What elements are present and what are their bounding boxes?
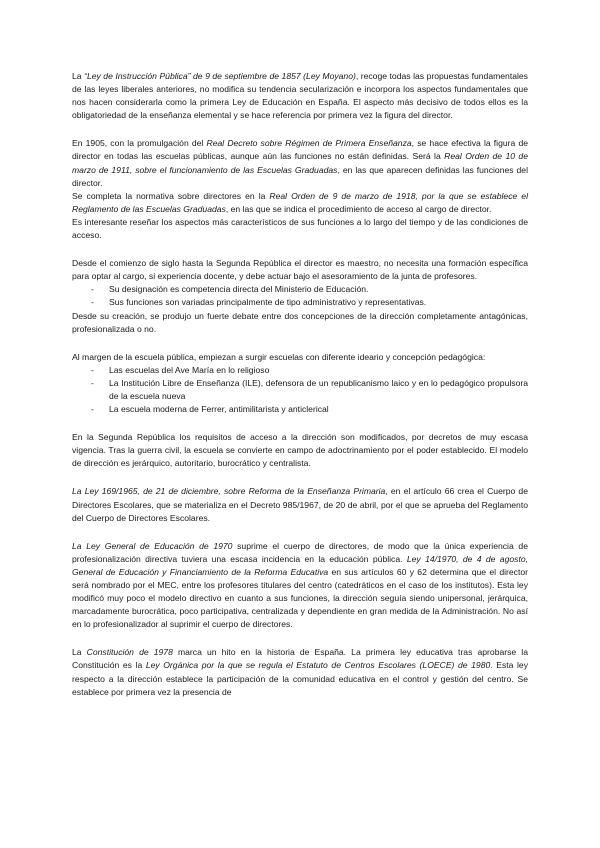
paragraph-segunda-republica: En la Segunda República los requisitos de acceso a la dirección son modificados, por decretos de muy escasa vigencia. Tras la guerra civil, la escuela se convierte en campo de adoctrinamiento por el poder establecido. El modelo de dirección es jerárquico, autoritario, burocrático y centralista. (72, 432, 528, 469)
list-item: - La Institución Libre de Enseñanza (ILE), defensora de un republicanismo laico y en lo pedagógico propulsora de la escuela nueva (72, 377, 528, 403)
paragraph-constitucion (72, 646, 528, 698)
paragraph-debate: Desde su creación, se produjo un fuerte debate entre dos concepciones de la dirección completamente antagónicas, profesionalizada o no. (72, 310, 528, 334)
paragraph-ley-1970 (72, 540, 528, 632)
text-run: . Esta ley respecto a la dirección establece la participación de la comunidad educativa en el control y gestión del centro. Se establece por primera vez la presencia de (72, 660, 529, 697)
text-run: en sus artículos 60 y 62 determina que el director será nombrado por el MEC, entre los profesores titulares del centro (catedráticos en el caso de los institutos). Esta ley modificó muy poco el modelo directivo en cuanto a sus funciones, la dirección seguía siendo unipersonal, jerárquica, marcadamente burocrática, poco participativa, centralizada y dependiente en gran medida de la Administración. No así en lo profesionalizador al suprimir el cuerpo de directores. (72, 566, 528, 630)
list-item: - Sus funciones son variadas principalmente de tipo administrativo y representativas. (72, 296, 528, 309)
list-item: - Las escuelas del Ave María en lo religioso (72, 364, 528, 377)
list-director-features (72, 283, 528, 309)
text-run: marca un hito en la historia de España. La primera ley educativa tras aprobarse la Constitución es la (72, 647, 528, 671)
law-reference: “Ley de Instrucción Pública” de 9 de septiembre de 1857 (Ley Moyano) (84, 71, 356, 81)
law-reference: Constitución de 1978 (86, 647, 173, 658)
list-item: - La escuela moderna de Ferrer, antimilitarista y anticlerical (72, 403, 528, 416)
law-reference: Real Orden de 10 de marzo de 1911, sobre el funcionamiento de las Escuelas Graduadas (72, 151, 528, 175)
law-reference: Ley Orgánica por la que se regula el Estatuto de Centros Escolares (LOECE) de 1980 (145, 660, 491, 671)
text-run: La (72, 647, 87, 658)
law-reference: Real Orden de 9 de marzo de 1918, por la que se establece el Reglamento de las Escuelas Graduadas (72, 190, 528, 214)
text-run: , recoge todas las propuestas fundamentales de las leyes liberales anteriores, no modifica su tendencia secularización e incorpora los aspectos fundamentales que nos hacen considerarla como la primera Ley de Educación en España. El aspecto más decisivo de todos ellos es la obligatoriedad de la enseñanza elemental y se hace referencia por primera vez la figura del director. (72, 71, 528, 121)
list-item: - Su designación es competencia directa del Ministerio de Educación. (72, 283, 528, 296)
paragraph-ley-1965 (72, 485, 528, 524)
law-reference: Real Decreto sobre Régimen de Primera Enseñanza (206, 138, 412, 149)
spacer (72, 416, 528, 431)
paragraph-1918-order (72, 190, 528, 216)
law-reference: La Ley General de Educación de 1970 (72, 540, 233, 551)
text-run: , en el artículo 66 crea el Cuerpo de Directores Escolares, que se materializa en el Decreto 985/1967, de 20 de abril, por el que se aprueba del Reglamento del Cuerpo de Directores Escolares. (72, 486, 528, 523)
text-run: , en las que se indica el procedimiento de acceso al cargo de director. (225, 203, 492, 214)
text-run: , en las que aparecen definidas las funciones del director. (72, 164, 528, 188)
paragraph-ley-moyano (72, 70, 528, 122)
paragraph-1905-decree (72, 137, 528, 189)
text-run: En 1905, con la promulgación del (72, 138, 207, 149)
list-schools (72, 364, 528, 416)
text-run: La (72, 71, 85, 81)
text-run: , se hace efectiva la figura de director en todas las escuelas públicas, aunque aún las funciones no están definidas. Será la (72, 138, 528, 162)
paragraph-director-early: Desde el comienzo de siglo hasta la Segunda República el director es maestro, no necesita una formación específica para optar al cargo, si experiencia docente, y debe actuar bajo el asesoramiento de la junta de profesores. (72, 258, 528, 282)
paragraph-other-schools: Al margen de la escuela pública, empiezan a surgir escuelas con diferente ideario y concepción pedagógica: (72, 351, 486, 362)
paragraph-interesting: Es interesante reseñar los aspectos más característicos de sus funciones a lo largo del tiempo y de las condiciones de acceso. (72, 216, 528, 241)
law-reference: Ley 14/1970, de 4 de agosto, General de Educación y Financiamiento de la Reforma Educativa (72, 553, 528, 577)
text-run: suprime el cuerpo de directores, de modo que la única experiencia de profesionalización directiva tuviera una escasa incidencia en la educación pública. (72, 540, 528, 564)
law-reference: La Ley 169/1965, de 21 de diciembre, sobre Reforma de la Enseñanza Primaria (72, 486, 386, 497)
document-page (72, 70, 528, 699)
text-run: Se completa la normativa sobre directores en la (72, 190, 270, 201)
